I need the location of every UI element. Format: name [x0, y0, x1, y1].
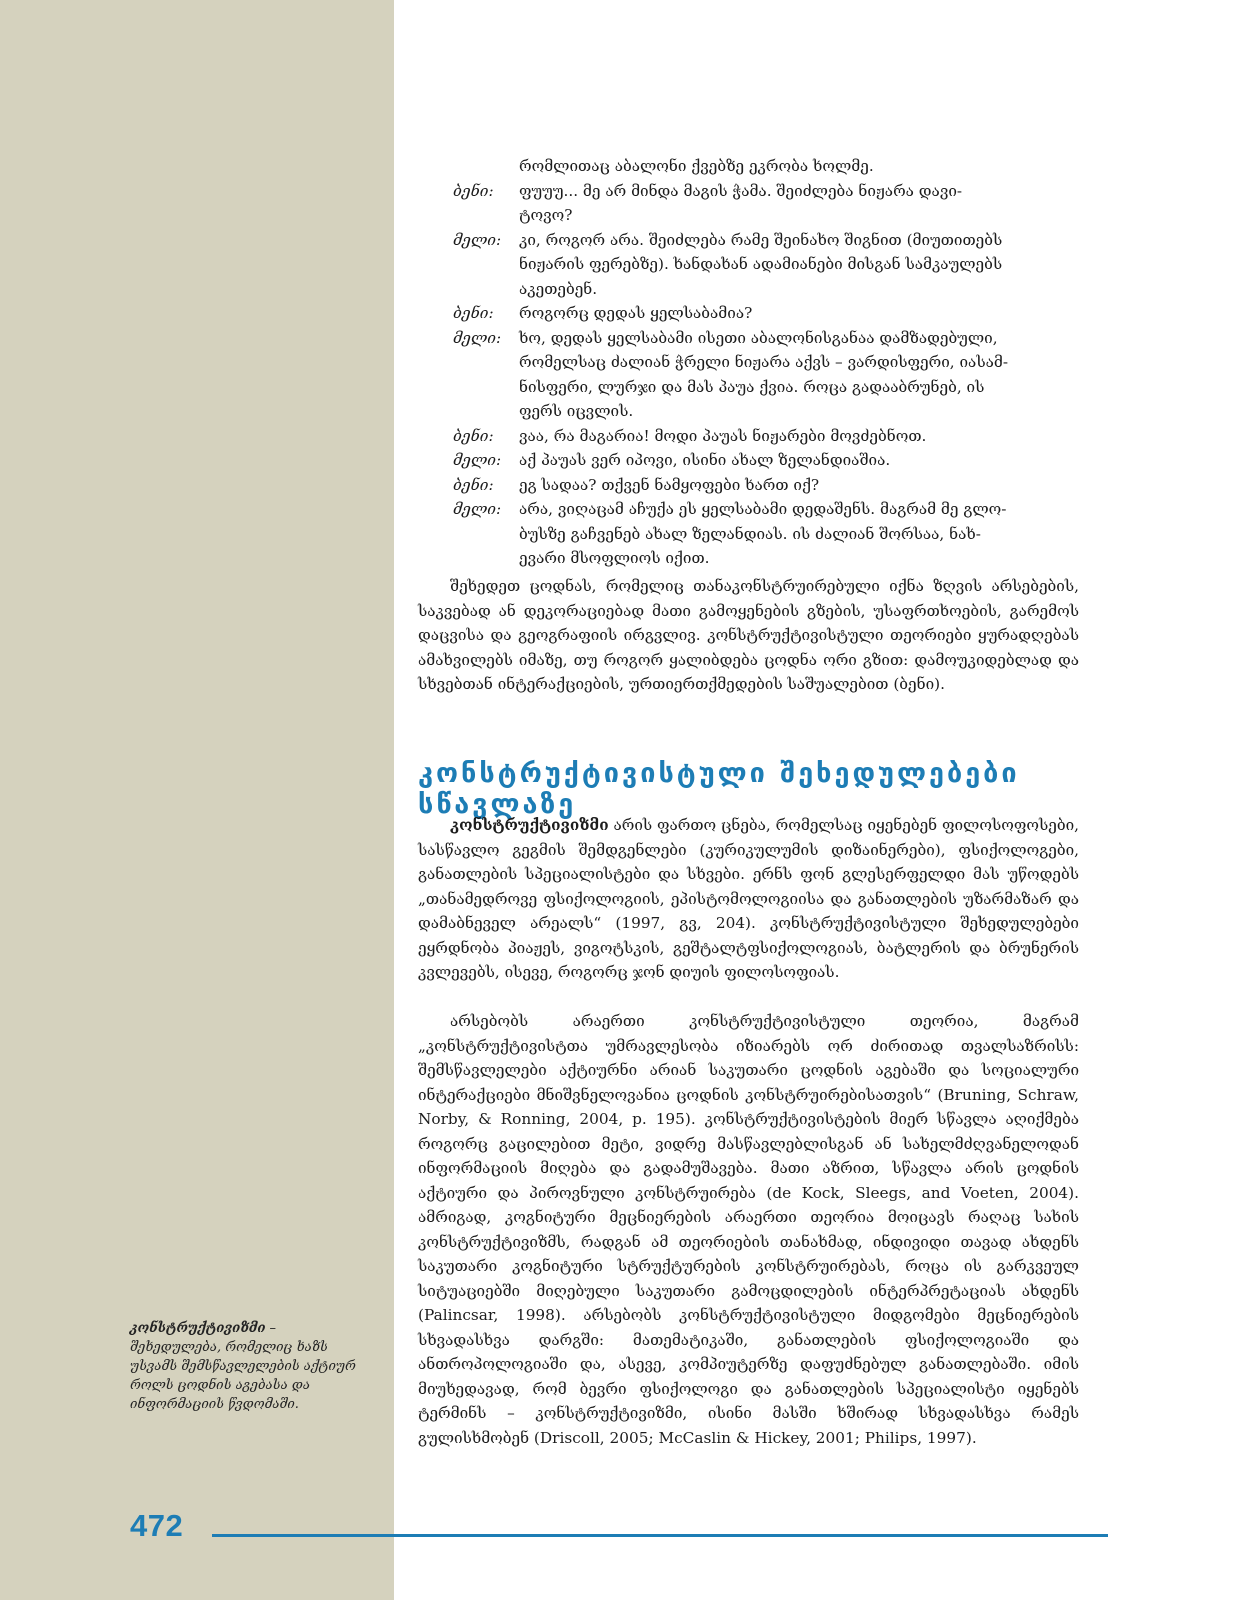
dialogue-turn	[453, 301, 1079, 326]
paragraph-text: შეხედეთ ცოდნას, რომელიც თანაკონსტრუირებული იქნა ზღვის არსებების, საკვებად ან დეკორაციებად მათი გამოყენების გზების, უსაფრთხოების, გარემოს დაცვისა და გეოგრაფიის ირგვლივ. კონსტრუქტივისტული თეორიები ყურადღებას ამახვილებს იმაზე, თუ როგორ ყალიბდება ცოდნა ორი გზით: დამოუკიდებლად და სხვებთან ინტერაქციების, ურთიერთქმედების საშუალებით (ბენი).	[418, 577, 1079, 693]
paragraph-knowledge	[418, 574, 1079, 697]
paragraph-text: არსებობს არაერთი კონსტრუქტივისტული თეორია, მაგრამ „კონსტრუქტივისტთა უმრავლესობა იზიარებს ორ ძირითად თვალსაზრისს: შემსწავლელები აქტიურნი არიან საკუთარი ცოდნის აგებაში და სოციალური ინტერაქციები მნიშვნელოვანია ცოდნის კონსტრუირებისათვის“ (Bruning, Schraw, Norby, & Ronning, 2004, p. 195). კონსტრუქტივისტების მიერ სწავლა აღიქმება როგორც გაცილებით მეტი, ვიდრე მასწავლებლისგან ან სახელმძღვანელოდან ინფორმაციის მიღება და გადამუშავება. მათი აზრით, სწავლა არის ცოდნის აქტიური და პიროვნული კონსტრუირება (de Kock, Sleegs, and Voeten, 2004). ამრიგად, კოგნიტური მეცნიერების არაერთი თეორია მოიცავს რაღაც სახის კონსტრუქტივიზმს, რადგან ამ თეორიების თანახმად, ინდივიდი თავად ახდენს საკუთარი კოგნიტური სტრუქტურების კონსტრუირებას, როცა ის გარკვეულ სიტუაციებში მიღებული საკუთარი გამოცდილების ინტერპრეტაციას ახდენს (Palincsar, 1998). არსებობს კონსტრუქტივისტული მიდგომები მეცნიერების სხვადასხვა დარგში: მათემატიკაში, განათლების ფსიქოლოგიაში და ანთროპოლოგიაში და, ასევე, კომპიუტერზე დაფუძნებულ განათლებაში. იმის მიუხედავად, რომ ბევრი ფსიქოლოგი და განათლების სპეციალისტი იყენებს ტერმინს – კონსტრუქტივიზმი, ისინი მასში ხშირად სხვადასხვა რამეს გულისხმობენ (Driscoll, 2005; McCaslin & Hickey, 2001; Philips, 1997).	[418, 1012, 1079, 1447]
speaker-label: ბენი:	[453, 475, 494, 494]
dialogue-turn	[453, 228, 1079, 253]
dialogue-block	[453, 154, 1079, 571]
paragraph-text: არის ფართო ცნება, რომელსაც იყენებენ ფილოსოფოსები, სასწავლო გეგმის შემდგენლები (კურიკულუმის დიზაინერები), ფსიქოლოგები, განათლების სპეციალისტები და სხვები. ერნს ფონ გლესერფელდი მას უწოდებს „თანამედროვე ფსიქოლოგიის, ეპისტომოლოგიისა და განათლების უზარმაზარ და დამაბნეველ არეალს“ (1997, გვ, 204). კონსტრუქტივისტული შეხედულებები ეყრდნობა პიაჟეს, ვიგოტსკის, გეშტალტფსიქოლოგიას, ბატლერის და ბრუნერის კვლევებს, ისევე, როგორც ჯონ დიუის ფილოსოფიას.	[418, 816, 1079, 981]
lead-term: კონსტრუქტივიზმი	[450, 816, 609, 834]
dialogue-line: ტოვო?	[519, 206, 573, 224]
dialogue-line: ეგ სადაა? თქვენ ნამყოფები ხართ იქ?	[519, 475, 820, 494]
dialogue-turns	[453, 179, 1079, 571]
paragraph-constructivism-definition	[418, 813, 1079, 985]
speaker-label: მელი:	[453, 328, 502, 347]
dialogue-turn	[453, 497, 1079, 522]
dialogue-turn	[453, 424, 1079, 449]
section-heading: კონსტრუქტივისტული შეხედულებები სწავლაზე	[418, 758, 1020, 820]
margin-term: კონსტრუქტივიზმი	[130, 1321, 266, 1336]
page-number: 472	[130, 1508, 184, 1543]
speaker-label: ბენი:	[453, 181, 494, 200]
dialogue-line: ფერს იცვლის.	[519, 402, 634, 420]
dialogue-line: რომლითაც აბალონი ქვებზე ეკრობა ხოლმე.	[519, 157, 874, 175]
dialogue-line: კი, როგორ არა. შეიძლება რამე შეინახო შიგნით (მიუთითებს	[519, 230, 1003, 249]
margin-definition-text: – შეხედულება, რომელიც ხაზს უსვამს შემსწავლელების აქტიურ როლს ცოდნის აგებასა და ინფორმაციის წვდომაში.	[130, 1321, 356, 1412]
dialogue-turn	[453, 179, 1079, 204]
dialogue-line: რომელსაც ძალიან ჭრელი ნიჟარა აქვს – ვარდისფერი, იასამ-	[519, 353, 1008, 371]
dialogue-line: ევარი მსოფლიოს იქით.	[519, 549, 710, 567]
dialogue-line: ფუუუ... მე არ მინდა მაგის ჭამა. შეიძლება ნიჟარა დავი-	[519, 181, 963, 200]
dialogue-line: არა, ვიღაცამ აჩუქა ეს ყელსაბამი დედაშენს. მაგრამ მე გლო-	[519, 500, 1007, 518]
dialogue-line: ბუსზე გაჩვენებ ახალ ზელანდიას. ის ძალიან შორსაა, ნახ-	[519, 524, 981, 543]
dialogue-line: ვაა, რა მაგარია! მოდი პაუას ნიჟარები მოვძებნოთ.	[519, 426, 927, 445]
dialogue-line: ნისფერი, ლურჯი და მას პაუა ქვია. როცა გადააბრუნებ, ის	[519, 377, 985, 396]
speaker-label: მელი:	[453, 451, 502, 469]
dialogue-turn	[453, 326, 1079, 351]
dialogue-line: აქ პაუას ვერ იპოვი, ისინი ახალ ზელანდიაშია.	[519, 451, 891, 469]
paragraph-constructivist-theories	[418, 1009, 1079, 1450]
dialogue-line: ხო, დედას ყელსაბამი ისეთი აბალონისგანაა დამზადებული,	[519, 328, 998, 347]
dialogue-line: ნიჟარის ფერებზე). ხანდახან ადამიანები მისგან სამკაულებს	[519, 255, 1003, 273]
speaker-label: ბენი:	[453, 304, 494, 322]
speaker-label: ბენი:	[453, 426, 494, 445]
dialogue-turn	[453, 473, 1079, 498]
dialogue-line: როგორც დედას ყელსაბამია?	[519, 304, 753, 322]
dialogue-turn	[453, 448, 1079, 473]
speaker-label: მელი:	[453, 230, 502, 249]
margin-definition-note	[130, 1319, 370, 1414]
dialogue-line: აკეთებენ.	[519, 279, 598, 298]
footer-rule	[212, 1534, 1108, 1537]
speaker-label: მელი:	[453, 500, 502, 518]
